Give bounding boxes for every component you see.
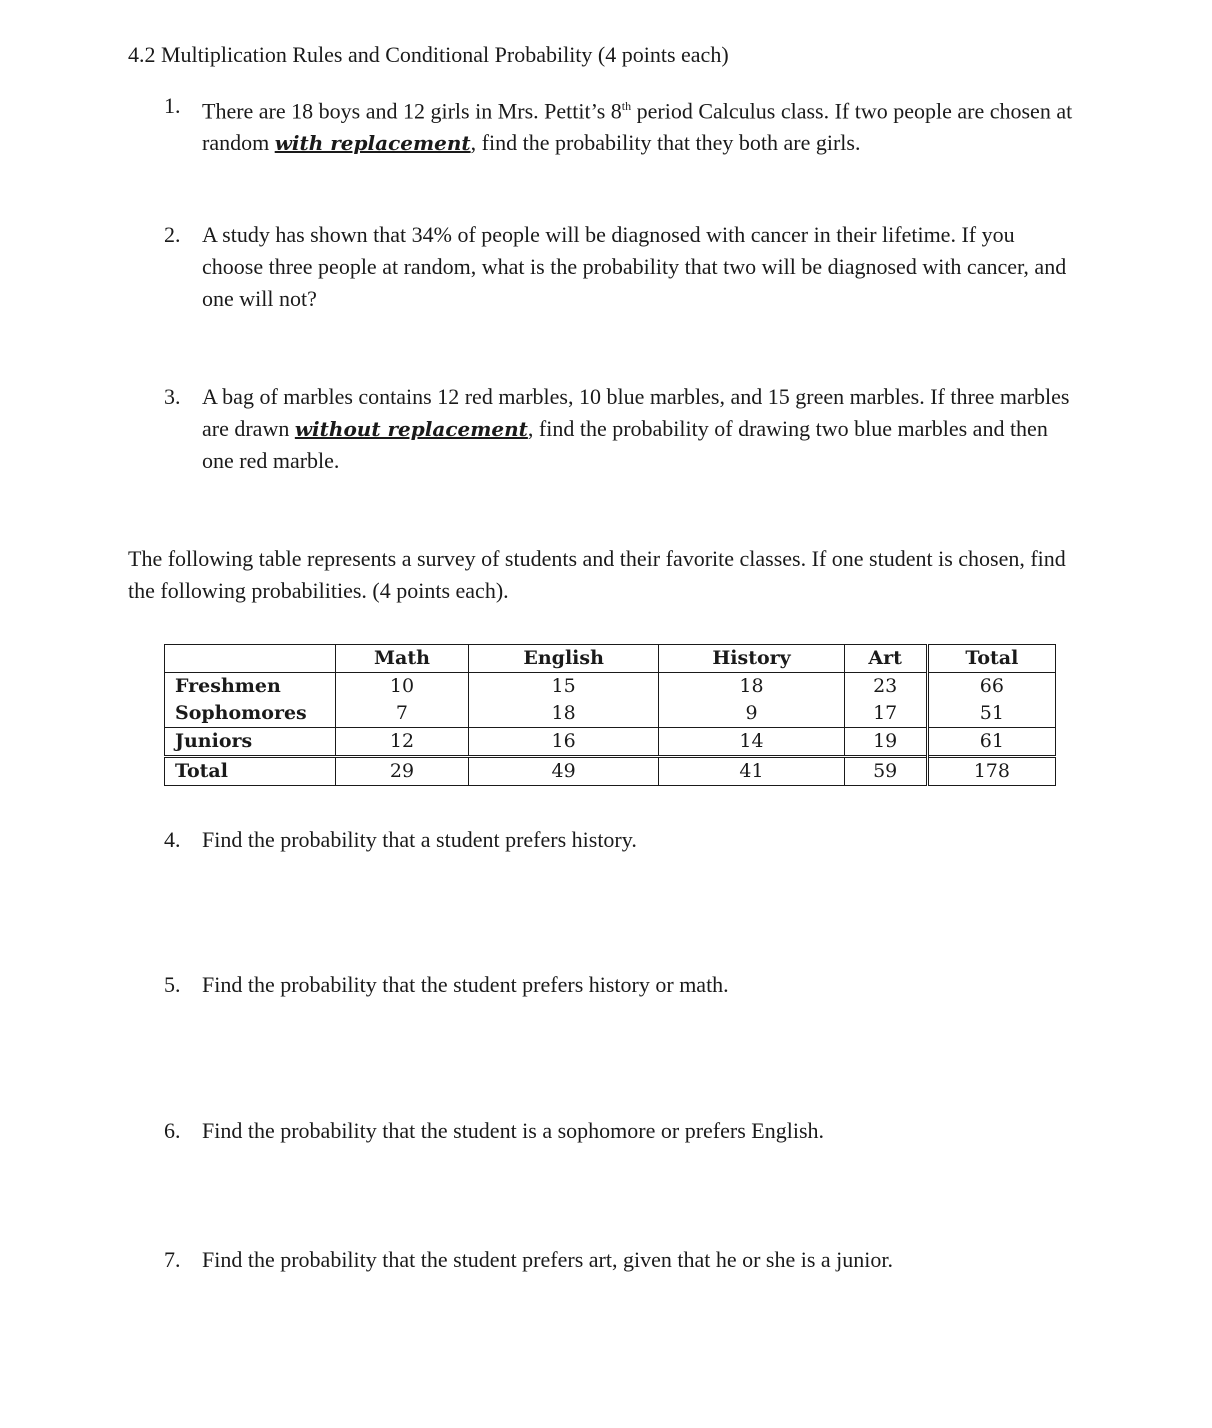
header-cell-english: English (468, 645, 658, 673)
table-row (165, 700, 1056, 728)
question-number: 3. (164, 384, 181, 409)
table-row (165, 673, 1056, 701)
question-7 (164, 1244, 1074, 1276)
row-label: Juniors (165, 728, 336, 757)
table-cell: 59 (844, 757, 927, 786)
table-cell: 178 (927, 757, 1055, 786)
table-row-total (165, 757, 1056, 786)
question-text: Find the probability that the student prefers history or math. (202, 972, 729, 997)
table-cell: 49 (468, 757, 658, 786)
question-2 (164, 219, 1074, 315)
table-cell: 23 (844, 673, 927, 701)
survey-table (164, 644, 1056, 786)
question-text (202, 381, 1074, 477)
table-cell: 7 (336, 700, 469, 728)
table-row (165, 728, 1056, 757)
row-label: Freshmen (165, 673, 336, 701)
table-cell: 66 (927, 673, 1055, 701)
table-cell: 16 (468, 728, 658, 757)
question-number: 6. (164, 1118, 181, 1143)
question-number: 7. (164, 1247, 181, 1272)
question-number: 1. (164, 93, 181, 118)
row-label: Sophomores (165, 700, 336, 728)
header-cell-corner (165, 645, 336, 673)
question-text-part: , find the probability that they both are girls. (470, 130, 861, 156)
question-text (202, 90, 1074, 159)
question-6 (164, 1115, 1074, 1147)
table-cell: 17 (844, 700, 927, 728)
table-cell: 15 (468, 673, 658, 701)
question-text-part: There are 18 boys and 12 girls in Mrs. Pettit’s 8 (202, 98, 622, 124)
header-cell-history: History (659, 645, 844, 673)
question-text: Find the probability that a student prefers history. (202, 827, 637, 852)
emphasis-without-replacement: without replacement (294, 417, 528, 441)
table-cell: 18 (659, 673, 844, 701)
question-4 (164, 824, 1074, 856)
row-label: Total (165, 757, 336, 786)
table-cell: 12 (336, 728, 469, 757)
question-3 (164, 381, 1074, 477)
question-text: Find the probability that the student is a sophomore or prefers English. (202, 1118, 825, 1143)
question-number: 2. (164, 222, 181, 247)
table-cell: 9 (659, 700, 844, 728)
question-5 (164, 969, 1074, 1001)
question-text-part: period Calculus class. If two people are chosen at random (202, 98, 1073, 156)
question-number: 5. (164, 972, 181, 997)
question-text: A study has shown that 34% of people will be diagnosed with cancer in their lifetime. If you choose three people at random, what is the probability that two will be diagnosed with cancer, and one will not? (202, 222, 1067, 311)
question-number: 4. (164, 827, 181, 852)
table-cell: 14 (659, 728, 844, 757)
table-cell: 10 (336, 673, 469, 701)
table-cell: 29 (336, 757, 469, 786)
header-cell-art: Art (844, 645, 927, 673)
ordinal-superscript: th (621, 99, 632, 113)
header-cell-total: Total (927, 645, 1055, 673)
header-cell-math: Math (336, 645, 469, 673)
table-intro: The following table represents a survey of students and their favorite classes. If one student is chosen, find the following probabilities. (4 points each). (128, 546, 1066, 603)
question-text-part: , find the probability of drawing two blue marbles and then one red marble. (202, 416, 1048, 473)
table-header-row (165, 645, 1056, 673)
table-cell: 18 (468, 700, 658, 728)
emphasis-with-replacement: with replacement (274, 131, 471, 156)
table-cell: 19 (844, 728, 927, 757)
table-cell: 61 (927, 728, 1055, 757)
table-cell: 51 (927, 700, 1055, 728)
question-text-part: A bag of marbles contains 12 red marbles, 10 blue marbles, and 15 green marbles. If three marbles are drawn (202, 384, 1070, 441)
question-text: Find the probability that the student prefers art, given that he or she is a junior. (202, 1247, 894, 1272)
table-cell: 41 (659, 757, 844, 786)
worksheet-heading: 4.2 Multiplication Rules and Conditional Probability (4 points each) (128, 42, 729, 67)
question-1 (164, 90, 1074, 159)
